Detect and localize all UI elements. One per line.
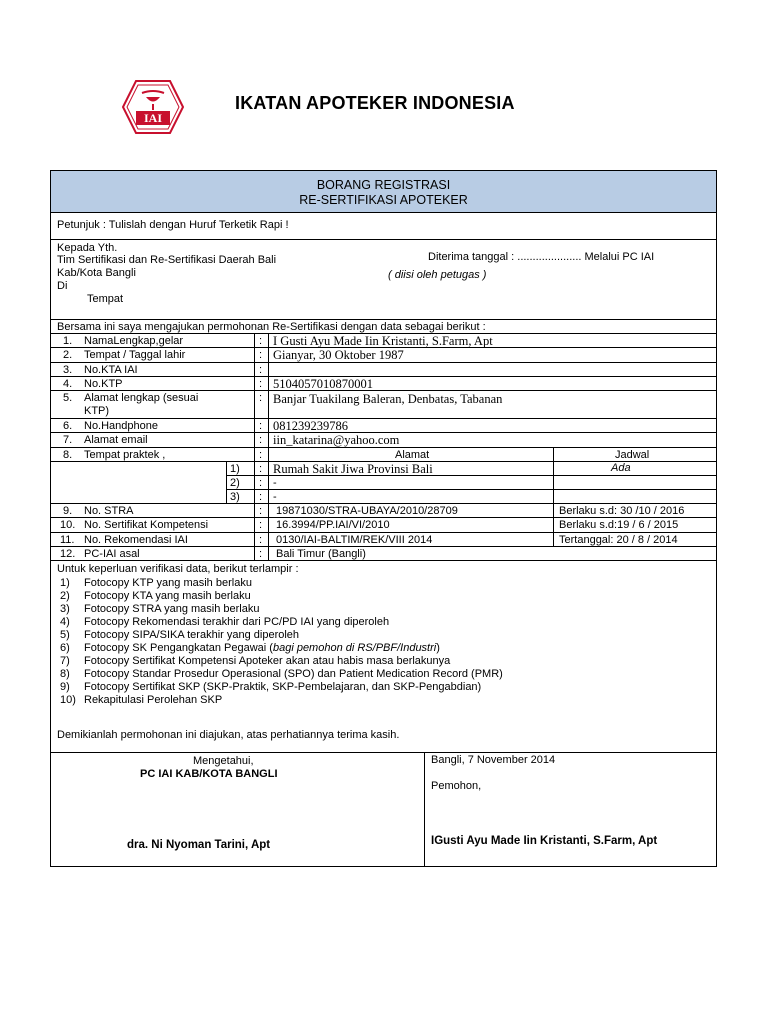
sign-left-label: Mengetahui, — [193, 755, 254, 767]
divider — [51, 752, 716, 753]
attachment-item: Fotocopy KTA yang masih berlaku — [84, 590, 251, 602]
divider — [51, 546, 716, 547]
attachment-num: 5) — [60, 629, 70, 641]
field-label: No. Sertifikat Kompetensi — [84, 519, 209, 531]
field-name-value: I Gusti Ayu Made Iin Kristanti, S.Farm, Apt — [273, 334, 493, 348]
attachment-item: Fotocopy STRA yang masih berlaku — [84, 603, 260, 615]
attachment-text: Fotocopy SK Pengangkatan Pegawai ( — [84, 642, 273, 654]
addressee-line: Di — [57, 280, 68, 292]
divider — [51, 503, 716, 504]
field-label: Alamat email — [84, 434, 148, 446]
field-label: KTP) — [84, 405, 110, 417]
divider — [51, 560, 716, 561]
addressee-line: Tempat — [87, 293, 124, 305]
practice-col-address: Alamat — [395, 449, 430, 461]
closing-text: Demikianlah permohonan ini diajukan, atas perhatiannya terima kasih. — [57, 729, 400, 741]
attachment-num: 9) — [60, 681, 70, 693]
field-num: 9. — [63, 505, 73, 517]
sign-left-name: dra. Ni Nyoman Tarini, Apt — [127, 839, 271, 851]
colon: : — [259, 449, 263, 461]
field-num: 2. — [63, 349, 73, 361]
practice-col-schedule: Jadwal — [615, 449, 650, 461]
iai-logo — [122, 80, 184, 134]
field-label: No.KTA IAI — [84, 364, 138, 376]
attachment-num: 6) — [60, 642, 70, 654]
attachment-item — [84, 642, 440, 654]
field-label: No.Handphone — [84, 420, 159, 432]
field-num: 6. — [63, 420, 73, 432]
field-birth-value: Gianyar, 30 Oktober 1987 — [273, 348, 404, 362]
recommendation-date: Tertanggal: 20 / 8 / 2014 — [559, 534, 678, 546]
divider — [51, 532, 716, 533]
divider — [51, 362, 716, 363]
form-title-1: BORANG REGISTRASI — [316, 178, 451, 192]
stra-validity: Berlaku s.d: 30 /10 / 2016 — [559, 505, 685, 517]
practice-address: Rumah Sakit Jiwa Provinsi Bali — [273, 462, 433, 476]
field-ktp-value: 5104057010870001 — [273, 377, 373, 391]
field-num: 11. — [60, 534, 75, 546]
intro-text: Bersama ini saya mengajukan permohonan Re-Sertifikasi dengan data sebagai berikut : — [57, 321, 486, 333]
field-num: 7. — [63, 434, 73, 446]
org-name: IKATAN APOTEKER INDONESIA — [235, 93, 515, 113]
colon: : — [259, 392, 263, 404]
colon: : — [259, 378, 263, 390]
colon: : — [259, 420, 263, 432]
sign-left-org: PC IAI KAB/KOTA BANGLI — [140, 768, 278, 780]
sign-right-date: Bangli, 7 November 2014 — [431, 754, 556, 766]
colon: : — [259, 505, 263, 517]
divider — [51, 390, 716, 391]
instruction: Petunjuk : Tulislah dengan Huruf Terketik Rapi ! — [57, 219, 289, 231]
field-num: 1. — [63, 335, 73, 347]
sign-right-name: IGusti Ayu Made Iin Kristanti, S.Farm, Apt — [431, 835, 658, 847]
colon: : — [259, 463, 263, 475]
attachment-tail: ) — [436, 642, 440, 654]
divider — [51, 319, 716, 320]
addressee-line: Tim Sertifikasi dan Re-Sertifikasi Daerah Bali — [57, 254, 277, 266]
col-divider — [268, 333, 269, 461]
received-date: Diterima tanggal : ..................... Melalui PC IAI — [428, 251, 655, 263]
attachment-num: 3) — [60, 603, 70, 615]
divider — [51, 517, 716, 518]
attachment-num: 4) — [60, 616, 70, 628]
attachment-item: Fotocopy Rekomendasi terakhir dari PC/PD IAI yang diperoleh — [84, 616, 390, 628]
col-divider — [268, 447, 269, 560]
practice-num: 1) — [230, 463, 240, 475]
form-title-2: RE-SERTIFIKASI APOTEKER — [299, 193, 468, 207]
attachment-num: 8) — [60, 668, 70, 680]
colon: : — [259, 548, 263, 560]
col-divider — [254, 333, 255, 461]
colon: : — [259, 477, 263, 489]
col-divider — [424, 752, 425, 866]
practice-address: - — [273, 477, 277, 489]
divider — [51, 376, 716, 377]
field-email-value: iin_katarina@yahoo.com — [273, 433, 400, 447]
attachment-item: Fotocopy Sertifikat Kompetensi Apoteker akan atau habis masa berlakunya — [84, 655, 451, 667]
received-note: ( diisi oleh petugas ) — [388, 269, 487, 281]
attachment-num: 2) — [60, 590, 70, 602]
logo-text: IAI — [143, 111, 163, 125]
colon: : — [259, 364, 263, 376]
attachment-item: Fotocopy Sertifikat SKP (SKP-Praktik, SKP-Pembelajaran, dan SKP-Pengabdian) — [84, 681, 482, 693]
practice-num: 3) — [230, 491, 240, 503]
divider — [51, 418, 716, 419]
field-num: 10. — [60, 519, 76, 531]
stra-value: 19871030/STRA-UBAYA/2010/28709 — [276, 505, 458, 517]
certificate-validity: Berlaku s.d:19 / 6 / 2015 — [559, 519, 679, 531]
colon: : — [259, 434, 263, 446]
field-num: 8. — [63, 449, 73, 461]
addressee-line: Kab/Kota Bangli — [57, 267, 136, 279]
attachments-intro: Untuk keperluan verifikasi data, berikut terlampir : — [57, 563, 299, 575]
field-num: 4. — [63, 378, 73, 390]
field-num: 12. — [60, 548, 76, 560]
addressee-line: Kepada Yth. — [57, 242, 118, 254]
colon: : — [259, 335, 263, 347]
col-divider — [254, 447, 255, 560]
form-header — [51, 171, 716, 213]
practice-address: - — [273, 491, 277, 503]
field-label: Alamat lengkap (sesuai — [84, 392, 199, 404]
field-label: Tempat / Taggal lahir — [84, 349, 186, 361]
attachment-item: Rekapitulasi Perolehan SKP — [84, 694, 223, 706]
sign-right-label: Pemohon, — [431, 780, 482, 792]
attachment-italic: bagi pemohon di RS/PBF/Industri — [272, 642, 437, 654]
field-phone-value: 081239239786 — [273, 419, 348, 433]
attachment-item: Fotocopy KTP yang masih berlaku — [84, 577, 252, 589]
field-address-value: Banjar Tuakilang Baleran, Denbatas, Tabanan — [273, 392, 503, 406]
practice-schedule: Ada — [611, 462, 631, 474]
colon: : — [259, 491, 263, 503]
divider — [51, 447, 716, 448]
field-label: No. STRA — [84, 505, 134, 517]
colon: : — [259, 349, 263, 361]
attachment-num: 7) — [60, 655, 70, 667]
field-label: No. Rekomendasi IAI — [84, 534, 188, 546]
attachment-item: Fotocopy Standar Prosedur Operasional (SPO) dan Patient Medication Record (PMR) — [84, 668, 503, 680]
attachment-num: 10) — [60, 694, 76, 706]
pc-origin-value: Bali Timur (Bangli) — [276, 548, 366, 560]
field-label: NamaLengkap,gelar — [84, 335, 184, 347]
field-label: Tempat praktek , — [84, 449, 166, 461]
col-divider — [553, 447, 554, 546]
colon: : — [259, 534, 263, 546]
recommendation-value: 0130/IAI-BALTIM/REK/VIII 2014 — [276, 534, 433, 546]
attachment-item: Fotocopy SIPA/SIKA terakhir yang diperoleh — [84, 629, 300, 641]
divider — [226, 489, 716, 490]
col-divider — [226, 461, 227, 503]
field-label: PC-IAI asal — [84, 548, 140, 560]
divider — [51, 239, 716, 240]
attachment-num: 1) — [60, 577, 70, 589]
practice-num: 2) — [230, 477, 240, 489]
field-num: 5. — [63, 392, 73, 404]
field-label: No.KTP — [84, 378, 123, 390]
colon: : — [259, 519, 263, 531]
field-num: 3. — [63, 364, 73, 376]
certificate-value: 16.3994/PP.IAI/VI/2010 — [276, 519, 390, 531]
